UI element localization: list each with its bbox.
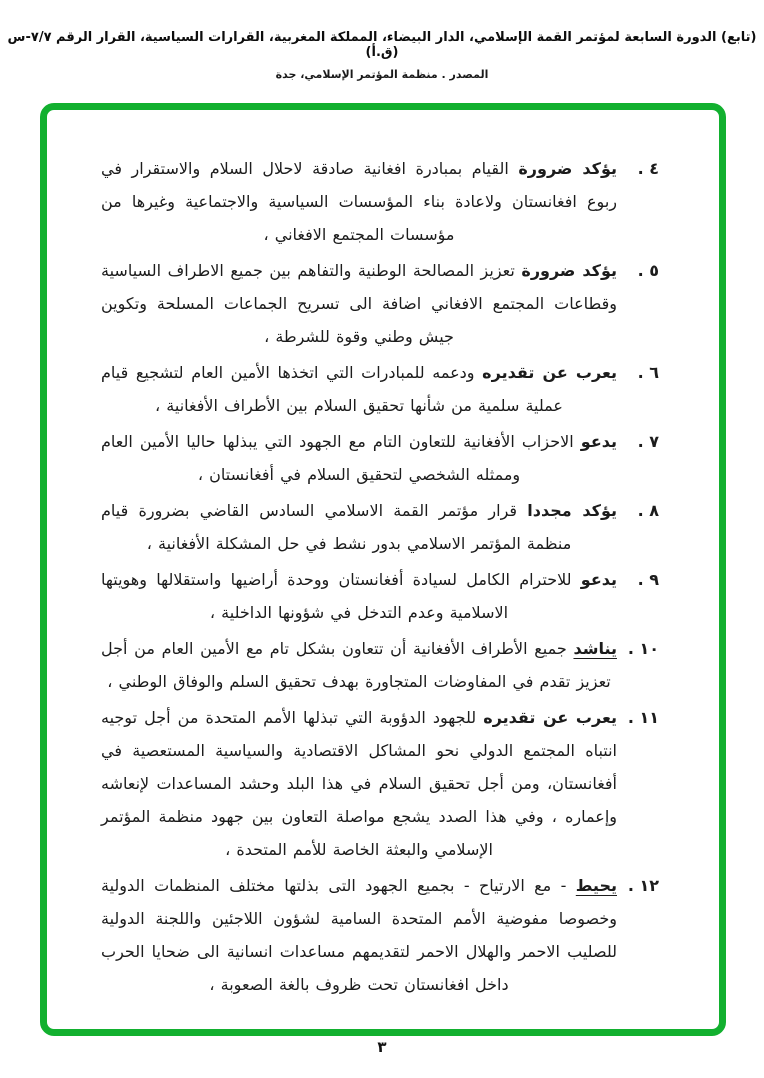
item-number: ٥ . [637, 261, 659, 280]
green-frame [40, 103, 726, 1036]
item-text: للجهود الدؤوبة التي تبذلها الأمم المتحدة من أجل توجيه انتباه المجتمع الدولي نحو المشاكل الاقتصادية والسياسية المستعصية في أفغانستان، ومن أجل تحقيق السلام في هذا البلد وحشد المساعدات لإنعاشه وإعماره ، وفي هذا الصدد يشجع مواصلة التعاون بين جهود منظمة المؤتمر الإسلامي والبعثة الخاصة للأمم المتحدة ، [101, 708, 617, 859]
item-lead-verb: يؤكد ضرورة [518, 159, 618, 178]
item-number: ١١ . [627, 708, 659, 727]
item-text: - مع الارتياح - بجميع الجهود التى بذلتها مختلف المنظمات الدولية وخصوصا مفوضية الأمم المتحدة السامية لشؤون اللاجئين واللجنة الدولية للصليب الاحمر والهلال الاحمر لتقديمهم مساعدات انسانية الى ضحايا الحرب داخل افغانستان تحت ظروف بالغة الصعوبة ، [101, 876, 617, 994]
item-paragraph [101, 869, 617, 1001]
header-source: المصدر . منظمة المؤتمر الإسلامي، جدة [275, 68, 489, 81]
item-number: ٩ . [637, 570, 659, 589]
item-lead-verb: يعرب عن تقديره [483, 708, 618, 727]
item-number: ٧ . [637, 432, 659, 451]
item-number: ١٠ . [627, 639, 659, 658]
resolution-list [47, 110, 719, 1001]
resolution-item [101, 563, 659, 629]
item-text: الاحزاب الأفغانية للتعاون التام مع الجهود التي يبذلها حاليا الأمين العام وممثله الشخصي لتحقيق السلام في أفغانستان ، [101, 432, 581, 484]
item-paragraph [101, 152, 617, 251]
item-paragraph [101, 563, 617, 629]
resolution-item [101, 356, 659, 422]
resolution-item [101, 494, 659, 560]
header-title: (تابع) الدورة السابعة لمؤتمر القمة الإسلامي، الدار البيضاء، المملكة المغربية، القرارات السياسية، القرار الرقم ٧/٧-س (ق.أ) [7, 30, 757, 60]
item-number: ٤ . [637, 159, 659, 178]
item-paragraph [101, 356, 617, 422]
item-text: ودعمه للمبادرات التي اتخذها الأمين العام لتشجيع قيام عملية سلمية من شأنها تحقيق السلام بين الأطراف الأفغانية ، [101, 363, 563, 415]
item-paragraph [101, 701, 617, 866]
item-text: جميع الأطراف الأفغانية أن تتعاون بشكل تام مع الأمين العام من أجل تعزيز تقدم في المفاوضات المتجاورة بهدف تحقيق السلم والوفاق الوطني ، [101, 639, 611, 691]
item-paragraph [101, 254, 617, 353]
resolution-item [101, 632, 659, 698]
item-number: ٦ . [637, 363, 659, 382]
item-lead-verb: يدعو [580, 570, 617, 589]
resolution-item [101, 152, 659, 251]
item-paragraph [101, 494, 617, 560]
item-text: للاحترام الكامل لسيادة أفغانستان ووحدة أراضيها واستقلالها وهويتها الاسلامية وعدم التدخل في شؤونها الداخلية ، [101, 570, 581, 622]
item-lead-verb: يحيط [575, 876, 617, 895]
resolution-item [101, 701, 659, 866]
resolution-item [101, 425, 659, 491]
page-number: ٣ [377, 1038, 387, 1056]
item-paragraph [101, 632, 617, 698]
item-text: تعزيز المصالحة الوطنية والتفاهم بين جميع الاطراف السياسية وقطاعات المجتمع الافغاني اضافة الى تسريح الجماعات المسلحة وتكوين جيش وطني وقوة للشرطة ، [101, 261, 617, 346]
resolution-item [101, 254, 659, 353]
item-paragraph [101, 425, 617, 491]
item-lead-verb: يناشد [573, 639, 617, 658]
item-text: قرار مؤتمر القمة الاسلامي السادس القاضي بضرورة قيام منظمة المؤتمر الاسلامي بدور نشط في حل المشكلة الأفغانية ، [101, 501, 572, 553]
item-lead-verb: يؤكد مجددا [527, 501, 617, 520]
item-lead-verb: يدعو [580, 432, 617, 451]
document-header [0, 30, 764, 81]
resolution-item [101, 869, 659, 1001]
item-number: ١٢ . [627, 876, 659, 895]
item-lead-verb: يعرب عن تقديره [482, 363, 617, 382]
item-text: القيام بمبادرة افغانية صادقة لاحلال السلام والاستقرار في ربوع افغانستان ولاعادة بناء المؤسسات السياسية والاجتماعية وغيرها من مؤسسات المجتمع الافغاني ، [101, 159, 617, 244]
item-number: ٨ . [637, 501, 659, 520]
item-lead-verb: يؤكد ضرورة [521, 261, 617, 280]
